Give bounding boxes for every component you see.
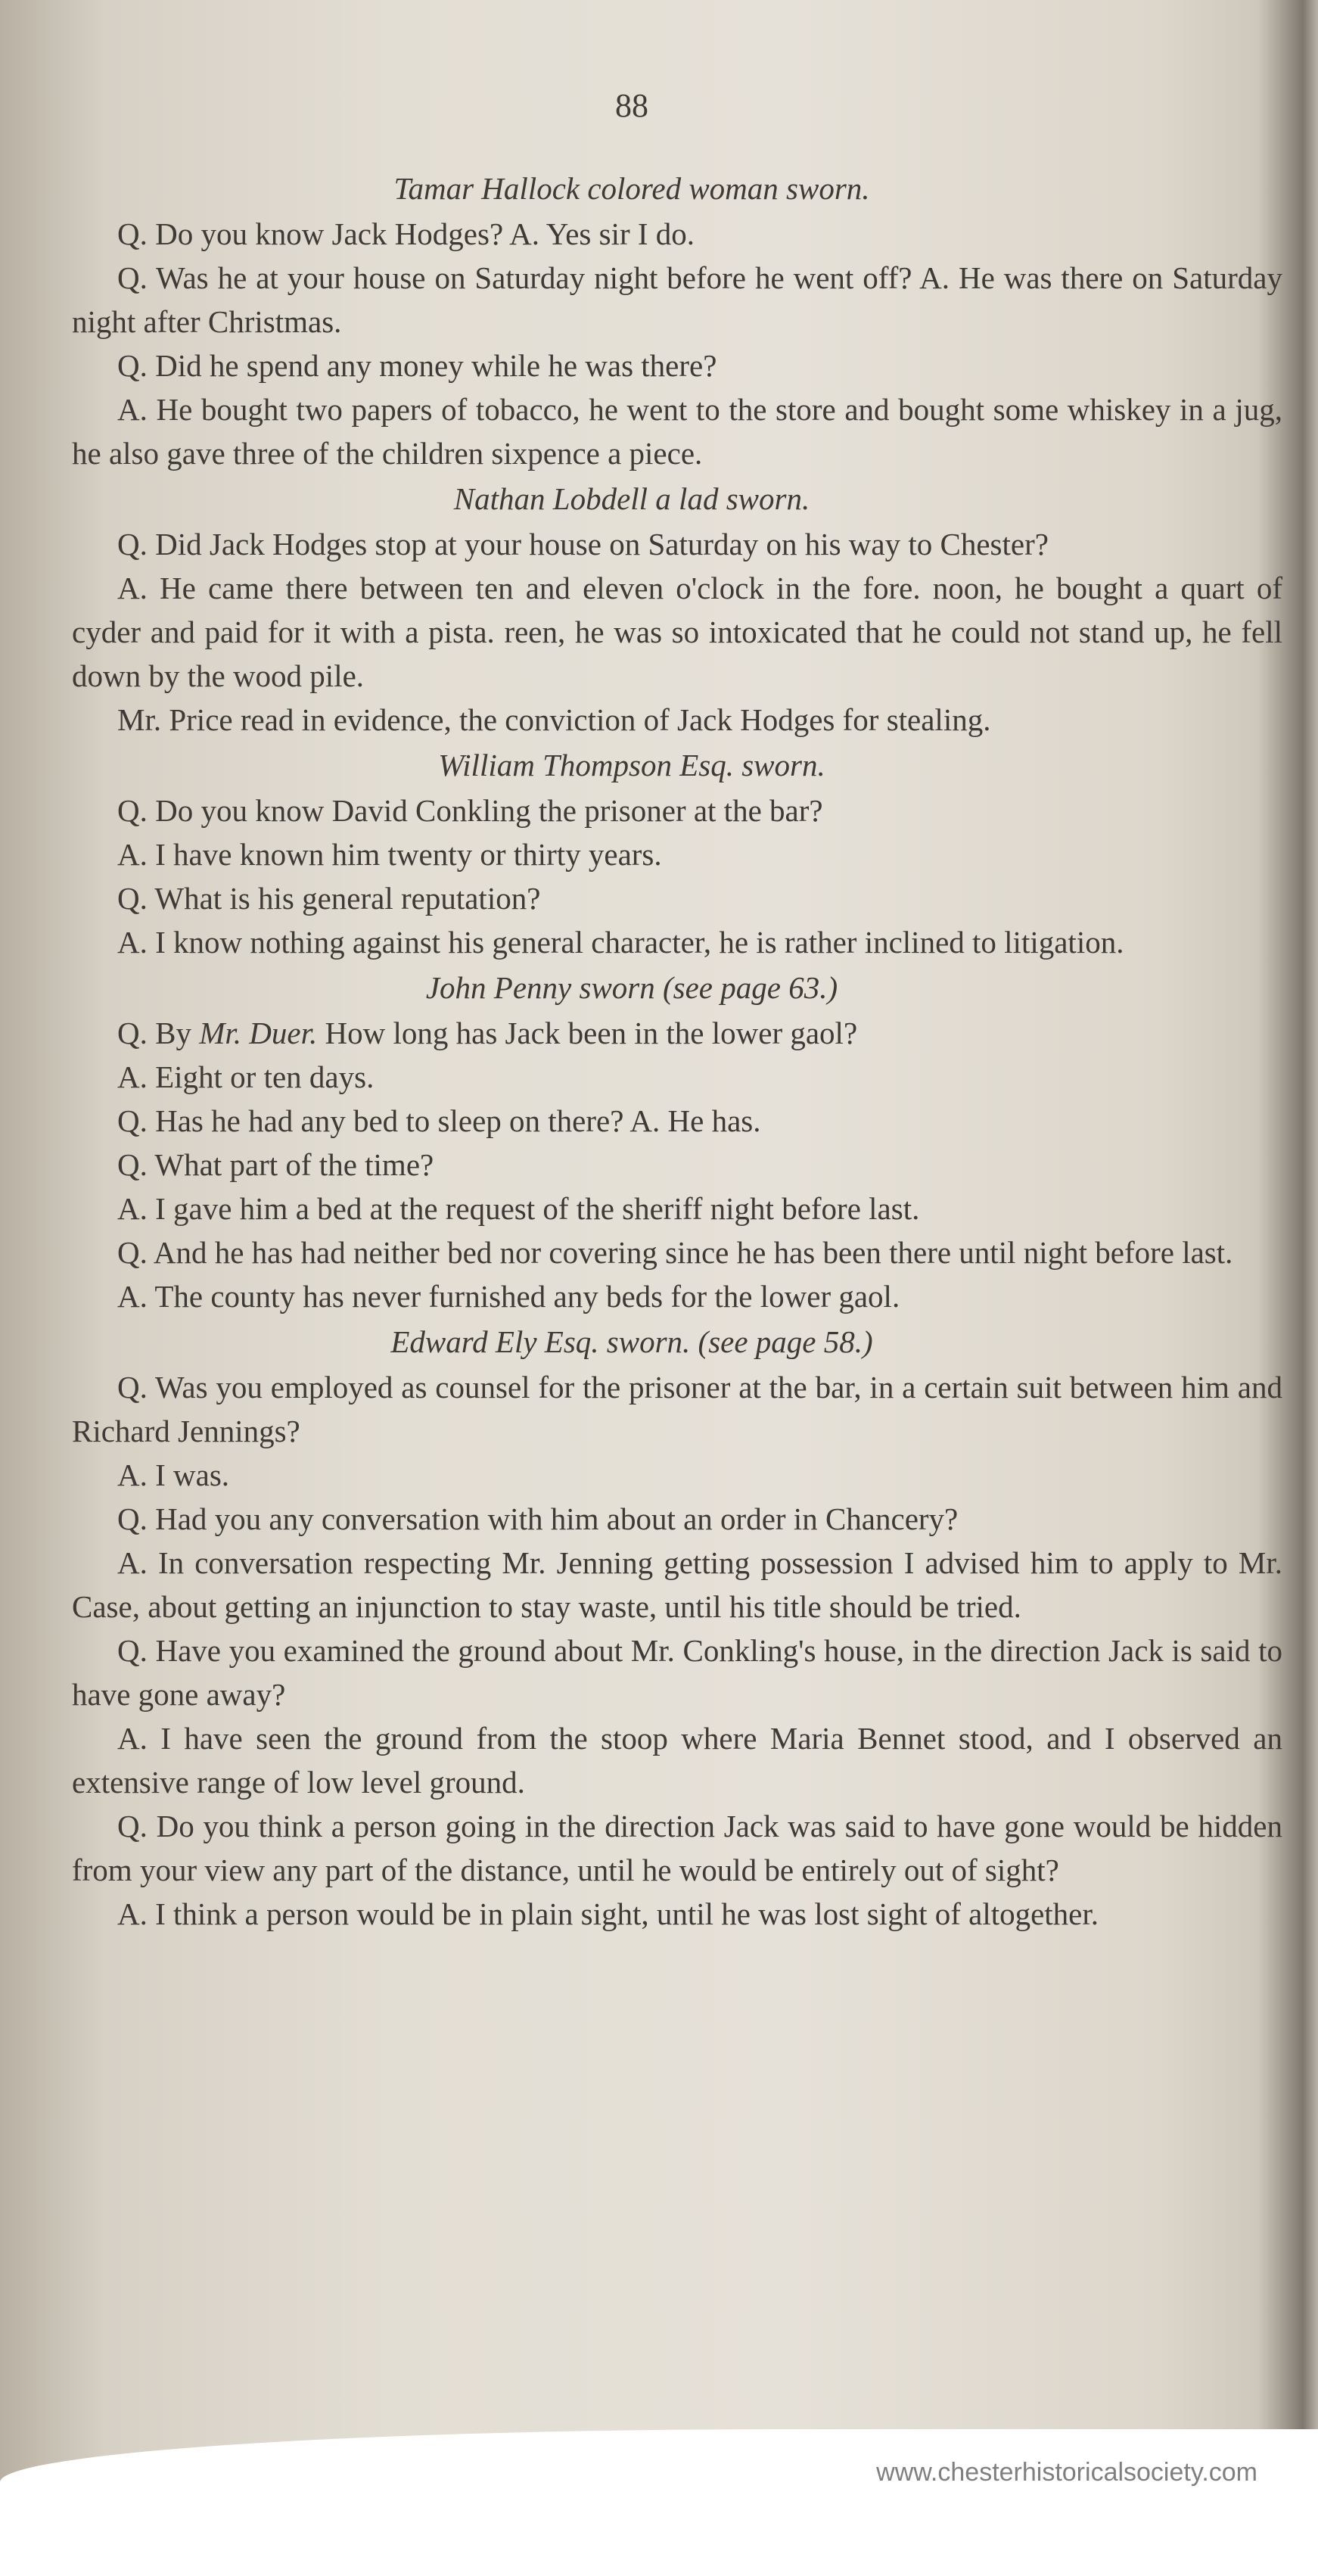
witness-heading: Nathan Lobdell a lad sworn.	[453, 481, 810, 516]
testimony-paragraph: A. I know nothing against his general character, he is rather inclined to litigation.	[117, 925, 1124, 960]
testimony-paragraph: Q. Has he had any bed to sleep on there? A. He has.	[117, 1103, 761, 1138]
testimony-paragraph: A. I have known him twenty or thirty years.	[117, 837, 662, 872]
testimony-paragraph: A. In conversation respecting Mr. Jenning getting possession I advised him to apply to Mr. Case, about getting an injunction to stay waste, until his title should be tried.	[72, 1545, 1282, 1624]
testimony-paragraph: Mr. Price read in evidence, the conviction of Jack Hodges for stealing.	[117, 702, 991, 737]
testimony-paragraph: Q. Had you any conversation with him about an order in Chancery?	[117, 1501, 959, 1536]
testimony-paragraph: Q. Have you examined the ground about Mr. Conkling's house, in the direction Jack is said to have gone away?	[72, 1633, 1282, 1712]
testimony-paragraph: A. I have seen the ground from the stoop where Maria Bennet stood, and I observed an extensive range of low level ground.	[72, 1721, 1282, 1800]
testimony-paragraph: Q. Do you know Jack Hodges? A. Yes sir I do.	[117, 216, 695, 251]
testimony-paragraph: Q. Did Jack Hodges stop at your house on Saturday on his way to Chester?	[117, 527, 1049, 562]
testimony-paragraph: Q. Do you think a person going in the direction Jack was said to have gone would be hidden from your view any part of the distance, until he would be entirely out of sight?	[72, 1809, 1282, 1887]
testimony-paragraph: Q. What is his general reputation?	[117, 881, 541, 916]
testimony-paragraph: Q. And he has had neither bed nor covering since he has been there until night before last.	[117, 1235, 1233, 1270]
testimony-paragraph: A. I was.	[117, 1458, 230, 1492]
witness-heading: John Penny sworn (see page 63.)	[425, 970, 838, 1005]
testimony-body	[72, 166, 1282, 1936]
witness-heading: Edward Ely Esq. sworn. (see page 58.)	[390, 1324, 873, 1359]
testimony-paragraph: Q. What part of the time?	[117, 1147, 434, 1182]
page-text	[72, 83, 1282, 1936]
testimony-paragraph: A. I think a person would be in plain sight, until he was lost sight of altogether.	[117, 1896, 1099, 1931]
testimony-paragraph: Q. Was he at your house on Saturday night before he went off? A. He was there on Saturday night after Christmas.	[72, 260, 1282, 339]
testimony-paragraph: A. Eight or ten days.	[117, 1059, 375, 1094]
testimony-paragraph: Q. Do you know David Conkling the prisoner at the bar?	[117, 793, 823, 828]
testimony-paragraph: Q. Did he spend any money while he was there?	[117, 348, 717, 383]
watermark-strip	[0, 2429, 1318, 2576]
paragraph-italic-text: Mr. Duer.	[199, 1016, 318, 1050]
watermark-url: www.chesterhistoricalsociety.com	[876, 2458, 1257, 2487]
witness-heading: William Thompson Esq. sworn.	[438, 748, 825, 782]
testimony-paragraph: A. He bought two papers of tobacco, he went to the store and bought some whiskey in a jug, he also gave three of the children sixpence a piece.	[72, 392, 1282, 471]
testimony-paragraph: A. I gave him a bed at the request of the sheriff night before last.	[117, 1191, 920, 1226]
paragraph-text: Q. By	[117, 1016, 200, 1050]
testimony-paragraph: A. The county has never furnished any beds for the lower gaol.	[117, 1279, 900, 1314]
testimony-paragraph: Q. Was you employed as counsel for the prisoner at the bar, in a certain suit between him and Richard Jennings?	[72, 1370, 1282, 1448]
witness-heading: Tamar Hallock colored woman sworn.	[393, 171, 870, 206]
testimony-paragraph: A. He came there between ten and eleven o'clock in the fore. noon, he bought a quart of cyder and paid for it with a pista. reen, he was so intoxicated that he could not stand up, he fell down by the wood pile.	[72, 571, 1282, 693]
testimony-paragraph	[72, 1011, 1282, 1055]
page-number: 88	[615, 87, 648, 124]
paragraph-text: How long has Jack been in the lower gaol?	[317, 1016, 858, 1050]
